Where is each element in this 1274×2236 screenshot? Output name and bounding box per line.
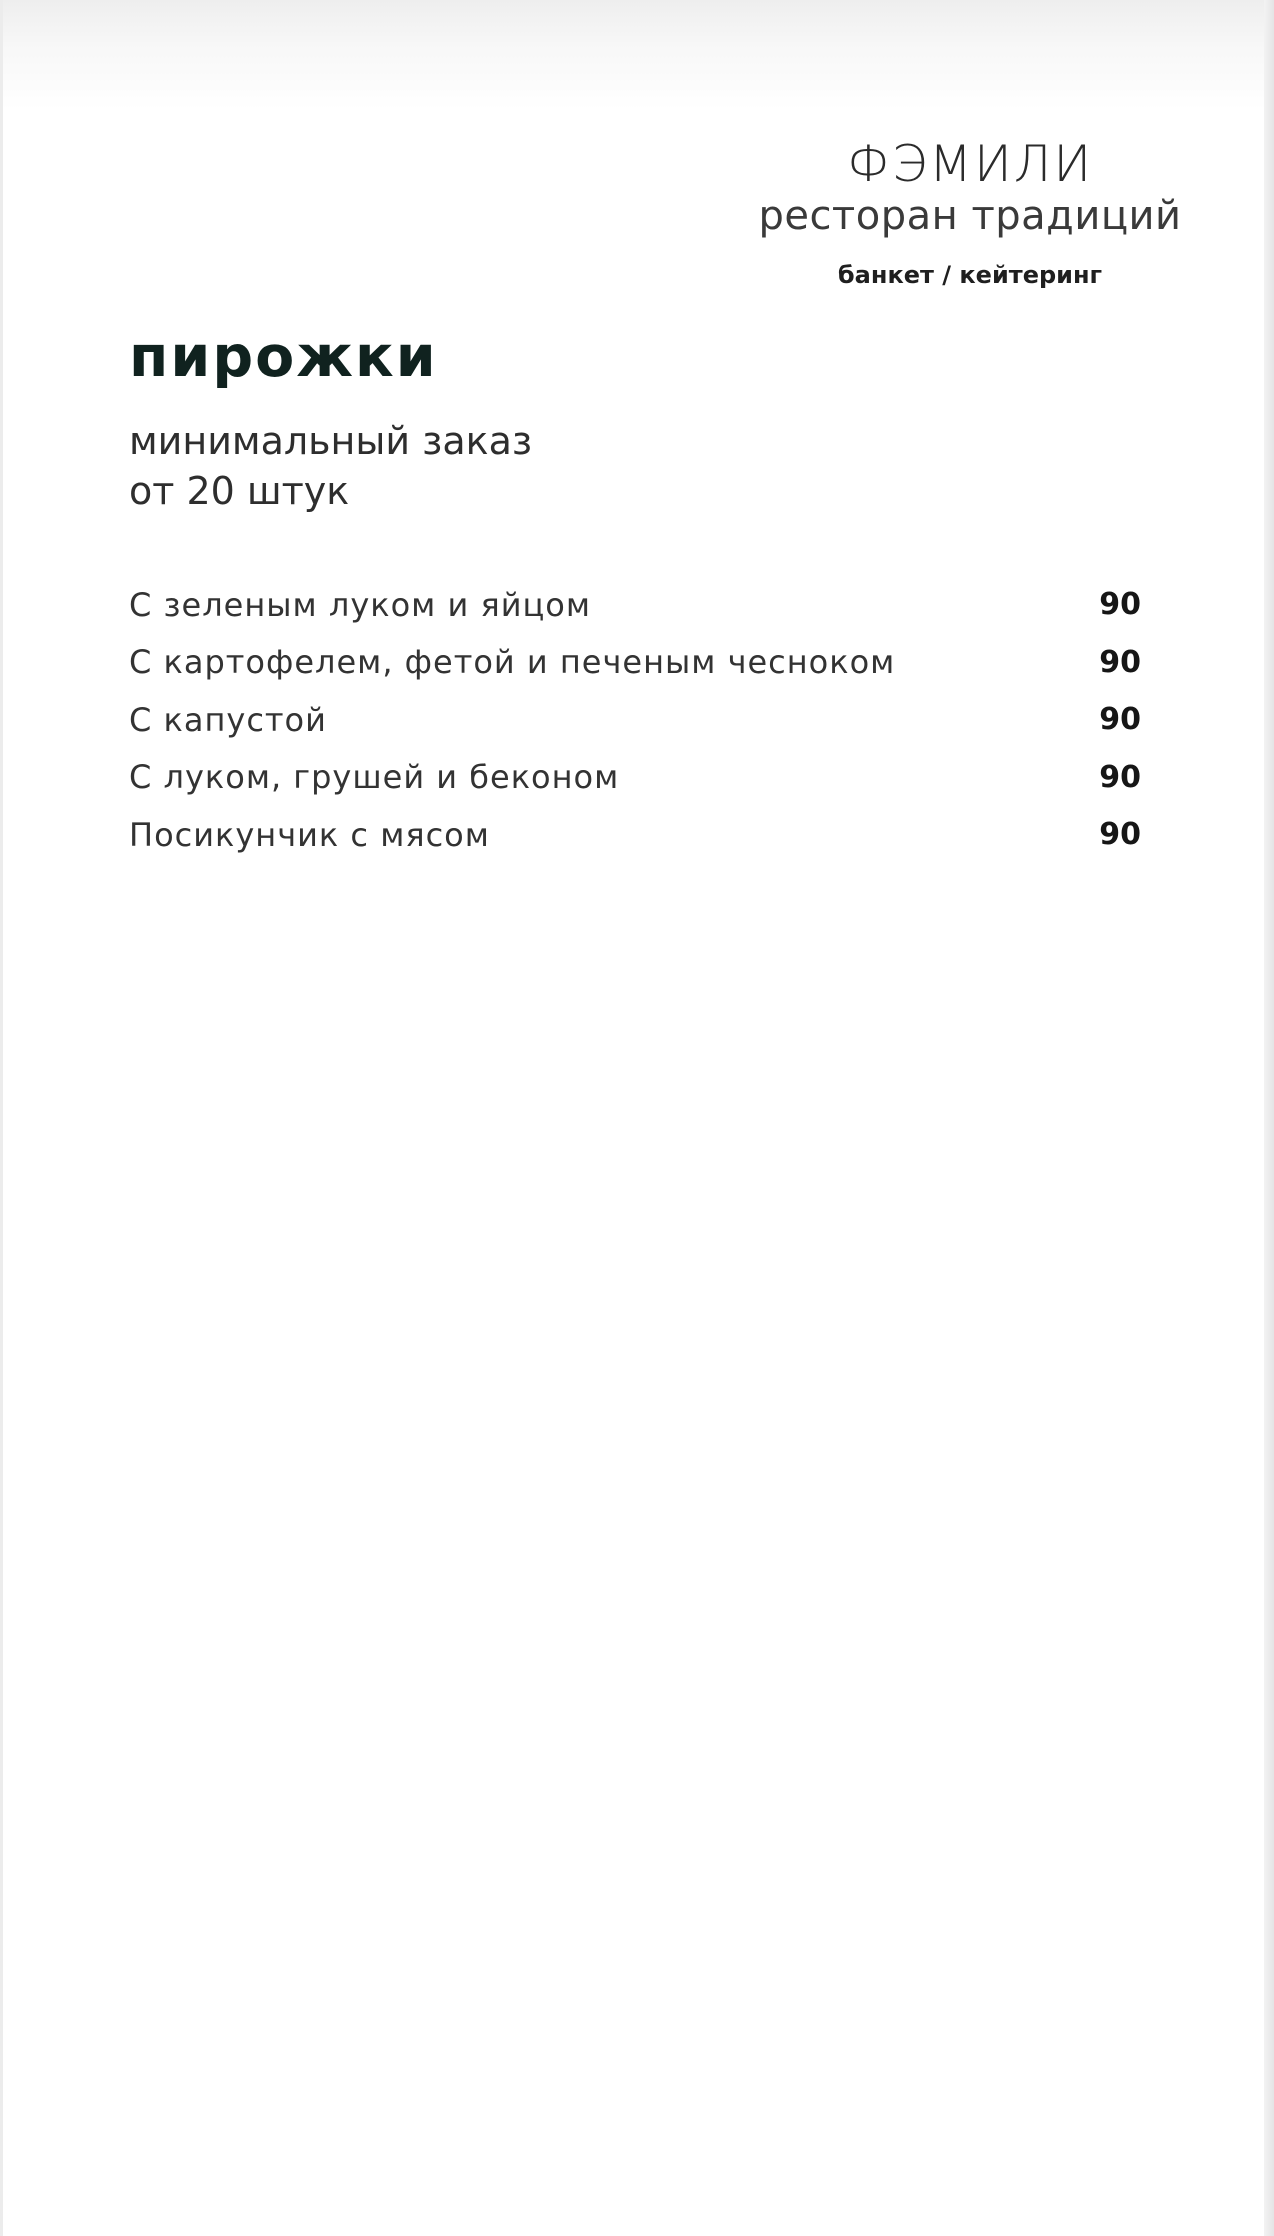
item-price: 90 bbox=[1099, 587, 1141, 623]
item-name: Посикунчик с мясом bbox=[129, 815, 490, 854]
item-price: 90 bbox=[1099, 644, 1141, 680]
item-name: С картофелем, фетой и печеным чесноком bbox=[129, 643, 896, 682]
min-order-note bbox=[129, 416, 532, 516]
item-name: С зеленым луком и яйцом bbox=[129, 585, 591, 624]
menu-item bbox=[129, 634, 1141, 692]
item-price: 90 bbox=[1099, 759, 1141, 795]
menu-item bbox=[129, 749, 1141, 807]
page-right-edge bbox=[1264, 0, 1274, 2236]
brand-header bbox=[755, 134, 1185, 290]
menu-item bbox=[129, 806, 1141, 864]
item-price: 90 bbox=[1099, 702, 1141, 738]
menu-list bbox=[129, 576, 1141, 864]
section-title: пирожки bbox=[129, 324, 438, 390]
item-name: С луком, грушей и беконом bbox=[129, 758, 620, 797]
min-order-quantity: от 20 штук bbox=[129, 469, 350, 513]
item-price: 90 bbox=[1099, 817, 1141, 853]
min-order-line: минимальный заказ bbox=[129, 419, 533, 463]
page-left-edge bbox=[0, 0, 3, 2236]
menu-item bbox=[129, 691, 1141, 749]
item-name: С капустой bbox=[129, 700, 327, 739]
page-top-shadow bbox=[0, 0, 1274, 110]
brand-services: банкет / кейтеринг bbox=[837, 261, 1103, 289]
menu-item bbox=[129, 576, 1141, 634]
brand-tagline: ресторан традиций bbox=[758, 193, 1182, 239]
brand-name: ФЭМИЛИ bbox=[846, 135, 1094, 193]
